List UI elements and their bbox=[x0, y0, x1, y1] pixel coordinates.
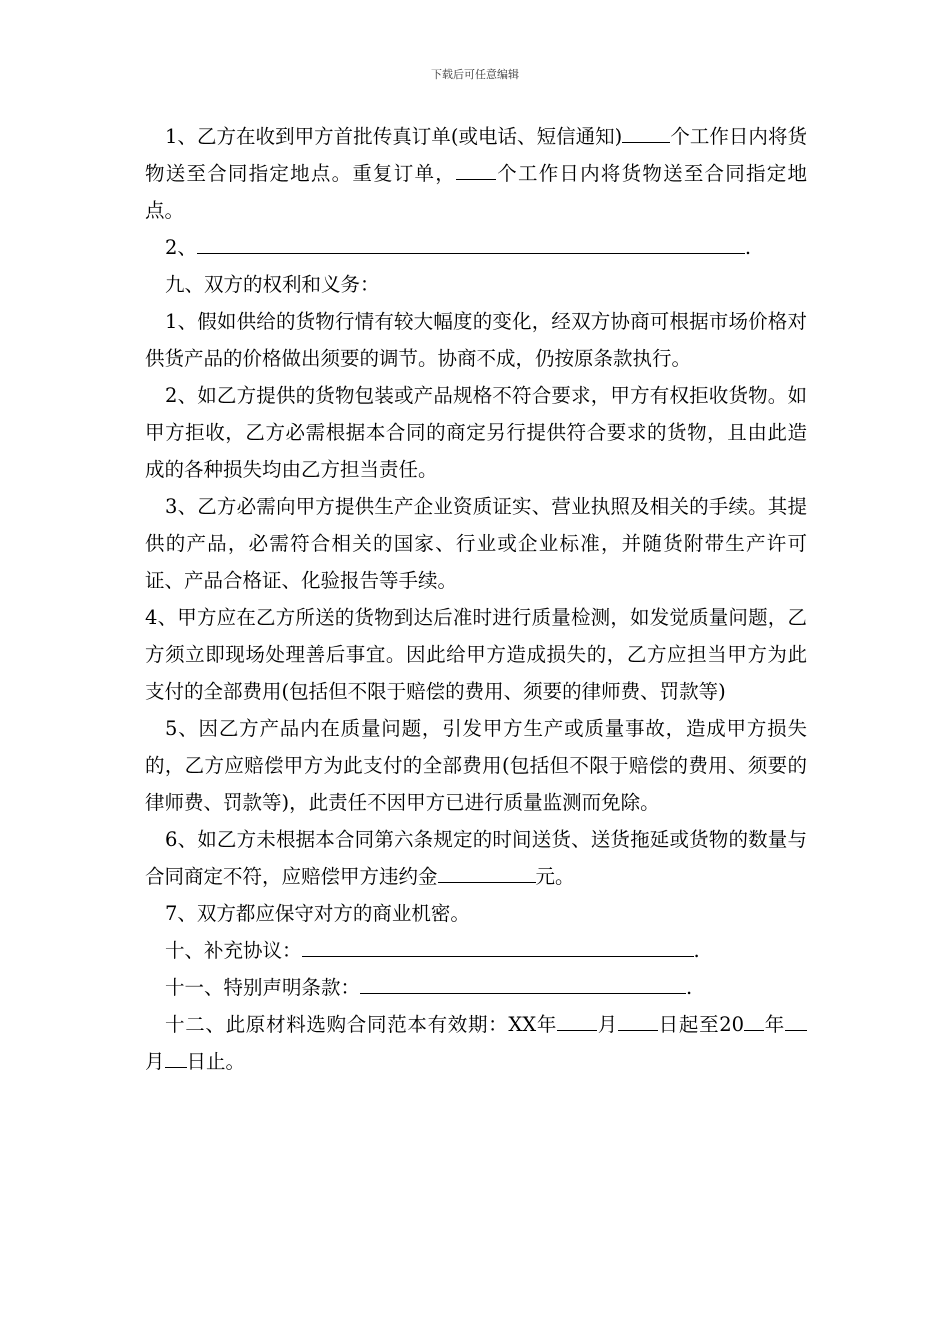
paragraph-text: 6、如乙方未根据本合同第六条规定的时间送货、送货拖延或货物的数量与合同商定不符，应赔偿甲方违约金 bbox=[145, 828, 807, 888]
paragraph-text: 日止。 bbox=[186, 1050, 246, 1073]
paragraph-text: 个工作日内将货物送至合同指定地点。 bbox=[145, 162, 807, 222]
paragraph-text: 日起至20 bbox=[657, 1013, 745, 1036]
paragraph-text: 十、补充协议： bbox=[165, 939, 302, 962]
paragraph-text: . bbox=[693, 939, 700, 962]
paragraph-12 bbox=[145, 969, 807, 1006]
fill-in-blank[interactable] bbox=[197, 231, 745, 254]
fill-in-blank[interactable] bbox=[438, 860, 536, 883]
paragraph-1 bbox=[145, 118, 807, 229]
paragraph-text: 3、乙方必需向甲方提供生产企业资质证实、营业执照及相关的手续。其提供的产品，必需符合相关的国家、行业或企业标准，并随货附带生产许可证、产品合格证、化验报告等手续。 bbox=[145, 495, 807, 592]
paragraph-text: 个工作日内将货物送至合同指定地点。重复订单， bbox=[145, 125, 807, 185]
paragraph-2 bbox=[145, 229, 807, 266]
paragraph-13 bbox=[145, 1006, 807, 1080]
paragraph-10 bbox=[145, 895, 807, 932]
fill-in-blank[interactable] bbox=[618, 1008, 658, 1031]
paragraph-5 bbox=[145, 377, 807, 488]
paragraph-text: 4、甲方应在乙方所送的货物到达后准时进行质量检测，如发觉质量问题，乙方须立即现场处理善后事宜。因此给甲方造成损失的，乙方应担当甲方为此支付的全部费用(包括但不限于赔偿的费用、须要的律师费、罚款等) bbox=[145, 606, 807, 703]
fill-in-blank[interactable] bbox=[785, 1008, 807, 1031]
fill-in-blank[interactable] bbox=[456, 157, 496, 180]
paragraph-text: 九、双方的权利和义务： bbox=[165, 273, 380, 296]
paragraph-text: . bbox=[744, 236, 752, 259]
paragraph-text: 年 bbox=[764, 1013, 785, 1036]
paragraph-3 bbox=[145, 266, 807, 303]
page-header: 下载后可任意编辑 bbox=[431, 68, 519, 81]
fill-in-blank[interactable] bbox=[557, 1008, 597, 1031]
paragraph-7 bbox=[145, 599, 807, 710]
paragraph-text: 十一、特别声明条款： bbox=[165, 976, 361, 999]
paragraph-8 bbox=[145, 710, 807, 821]
paragraph-11 bbox=[145, 932, 807, 969]
paragraph-text: . bbox=[686, 976, 693, 999]
paragraph-text: 1、假如供给的货物行情有较大幅度的变化，经双方协商可根据市场价格对供货产品的价格做出须要的调节。协商不成，仍按原条款执行。 bbox=[145, 310, 807, 370]
paragraph-text: 月 bbox=[145, 1050, 165, 1073]
paragraph-text: 十二、此原材料选购合同范本有效期：XX年 bbox=[165, 1013, 558, 1036]
fill-in-blank[interactable] bbox=[622, 120, 670, 143]
paragraph-text: 元。 bbox=[535, 865, 575, 888]
document-body bbox=[145, 118, 807, 1080]
fill-in-blank[interactable] bbox=[360, 971, 686, 994]
fill-in-blank[interactable] bbox=[302, 934, 694, 957]
paragraph-text: 5、因乙方产品内在质量问题，引发甲方生产或质量事故，造成甲方损失的，乙方应赔偿甲方为此支付的全部费用(包括但不限于赔偿的费用、须要的律师费、罚款等)，此责任不因甲方已进行质量监测而免除。 bbox=[145, 717, 807, 814]
paragraph-text: 2、如乙方提供的货物包装或产品规格不符合要求，甲方有权拒收货物。如甲方拒收，乙方必需根据本合同的商定另行提供符合要求的货物，且由此造成的各种损失均由乙方担当责任。 bbox=[145, 384, 807, 481]
paragraph-text: 1、乙方在收到甲方首批传真订单(或电话、短信通知) bbox=[165, 125, 623, 148]
paragraph-4 bbox=[145, 303, 807, 377]
paragraph-9 bbox=[145, 821, 807, 895]
paragraph-6 bbox=[145, 488, 807, 599]
fill-in-blank[interactable] bbox=[165, 1045, 187, 1068]
paragraph-text: 月 bbox=[597, 1013, 618, 1036]
fill-in-blank[interactable] bbox=[744, 1008, 764, 1031]
paragraph-text: 2、 bbox=[165, 236, 197, 259]
paragraph-text: 7、双方都应保守对方的商业机密。 bbox=[165, 902, 470, 925]
